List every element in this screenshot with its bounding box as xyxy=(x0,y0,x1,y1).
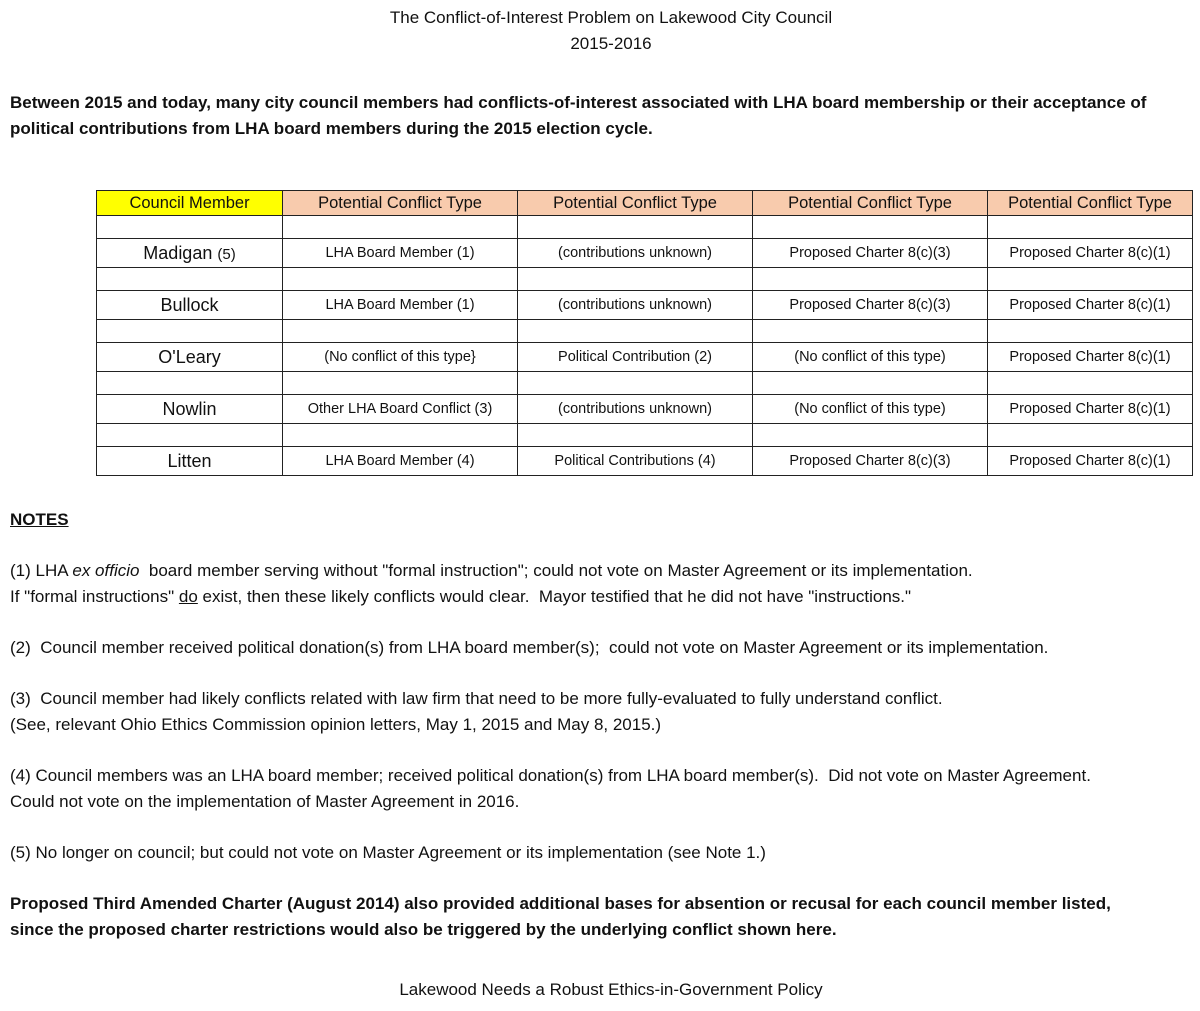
member-cell xyxy=(97,343,283,372)
conflict-cell: Proposed Charter 8(c)(1) xyxy=(988,395,1193,424)
conflict-cell: Proposed Charter 8(c)(1) xyxy=(988,239,1193,268)
member-cell xyxy=(97,291,283,320)
conflict-cell: Proposed Charter 8(c)(3) xyxy=(753,291,988,320)
member-cell xyxy=(97,447,283,476)
conflict-cell: Proposed Charter 8(c)(1) xyxy=(988,447,1193,476)
note-underlined-term: do xyxy=(178,587,198,606)
note-2: (2) Council member received political donation(s) from LHA board member(s); could not vote on Master Agreement or its implementation. xyxy=(10,638,1049,657)
note-4-line-1: (4) Council members was an LHA board member; received political donation(s) from LHA board member(s). Did not vote on Master Agreement. xyxy=(10,766,1091,785)
table-row xyxy=(97,343,1193,372)
note-3-line-1: (3) Council member had likely conflicts related with law firm that need to be more fully-evaluated to fully understand conflict. xyxy=(10,689,943,708)
table-row xyxy=(97,239,1193,268)
spacer-row xyxy=(97,320,1193,343)
conflict-cell: LHA Board Member (1) xyxy=(283,239,518,268)
closing-line-2: since the proposed charter restrictions would also be triggered by the underlying conflict shown here. xyxy=(10,920,837,939)
member-name: Madigan xyxy=(143,242,213,263)
spacer-row xyxy=(97,372,1193,395)
page-title: The Conflict-of-Interest Problem on Lakewood City Council xyxy=(389,8,833,27)
spacer-row xyxy=(97,268,1193,291)
conflict-cell: (contributions unknown) xyxy=(518,291,753,320)
conflict-cell: (No conflict of this type) xyxy=(753,395,988,424)
note-text: exist, then these likely conflicts would clear. Mayor testified that he did not have "instructions." xyxy=(197,587,912,606)
note-4 xyxy=(10,763,1190,815)
conflict-cell: (No conflict of this type} xyxy=(283,343,518,372)
spacer-row xyxy=(97,216,1193,239)
column-header-conflict-type: Potential Conflict Type xyxy=(753,191,988,216)
intro-paragraph: Between 2015 and today, many city council members had conflicts-of-interest associated with LHA board membership or their acceptance of political contributions from LHA board members during the 2015 election cycle. xyxy=(10,93,1147,138)
note-1-line-2 xyxy=(10,584,1190,610)
notes-section xyxy=(10,507,1190,943)
table-header-row xyxy=(97,191,1193,216)
closing-line-1: Proposed Third Amended Charter (August 2014) also provided additional bases for absention or recusal for each council member listed, xyxy=(10,894,1111,913)
conflict-cell: Other LHA Board Conflict (3) xyxy=(283,395,518,424)
conflict-cell: (contributions unknown) xyxy=(518,239,753,268)
member-cell xyxy=(97,239,283,268)
note-4-line-2: Could not vote on the implementation of Master Agreement in 2016. xyxy=(10,792,520,811)
conflict-cell: LHA Board Member (1) xyxy=(283,291,518,320)
member-name: O'Leary xyxy=(158,346,221,367)
column-header-conflict-type: Potential Conflict Type xyxy=(283,191,518,216)
member-cell xyxy=(97,395,283,424)
member-note-ref: (5) xyxy=(217,245,236,263)
note-text: board member serving without "formal instruction"; could not vote on Master Agreement or its implementation. xyxy=(139,561,973,580)
member-name: Nowlin xyxy=(162,398,217,419)
note-3-line-2: (See, relevant Ohio Ethics Commission opinion letters, May 1, 2015 and May 8, 2015.) xyxy=(10,715,662,734)
member-name: Litten xyxy=(167,450,212,471)
column-header-conflict-type: Potential Conflict Type xyxy=(518,191,753,216)
footer-slogan: Lakewood Needs a Robust Ethics-in-Government Policy xyxy=(399,980,823,999)
conflict-cell: Proposed Charter 8(c)(3) xyxy=(753,447,988,476)
conflict-cell: Political Contributions (4) xyxy=(518,447,753,476)
note-text: (1) LHA xyxy=(10,561,73,580)
conflict-cell: Proposed Charter 8(c)(1) xyxy=(988,291,1193,320)
note-1-line-1 xyxy=(10,558,1190,584)
conflict-cell: (No conflict of this type) xyxy=(753,343,988,372)
closing-statement xyxy=(10,891,1190,943)
column-header-conflict-type: Potential Conflict Type xyxy=(988,191,1193,216)
note-3 xyxy=(10,686,1190,738)
conflict-cell: Proposed Charter 8(c)(3) xyxy=(753,239,988,268)
member-name: Bullock xyxy=(160,294,219,315)
conflicts-table xyxy=(96,190,1193,476)
note-1 xyxy=(10,558,1190,610)
conflict-cell: (contributions unknown) xyxy=(518,395,753,424)
page-subtitle: 2015-2016 xyxy=(570,34,652,53)
note-text: If "formal instructions" xyxy=(10,587,179,606)
conflict-cell: LHA Board Member (4) xyxy=(283,447,518,476)
conflict-cell: Political Contribution (2) xyxy=(518,343,753,372)
table-row xyxy=(97,395,1193,424)
spacer-row xyxy=(97,424,1193,447)
notes-heading: NOTES xyxy=(10,510,69,529)
conflict-cell: Proposed Charter 8(c)(1) xyxy=(988,343,1193,372)
table-row xyxy=(97,447,1193,476)
note-5: (5) No longer on council; but could not vote on Master Agreement or its implementation (see Note 1.) xyxy=(10,843,766,862)
note-italic-term: ex officio xyxy=(72,561,140,580)
table-row xyxy=(97,291,1193,320)
column-header-council-member: Council Member xyxy=(97,191,283,216)
